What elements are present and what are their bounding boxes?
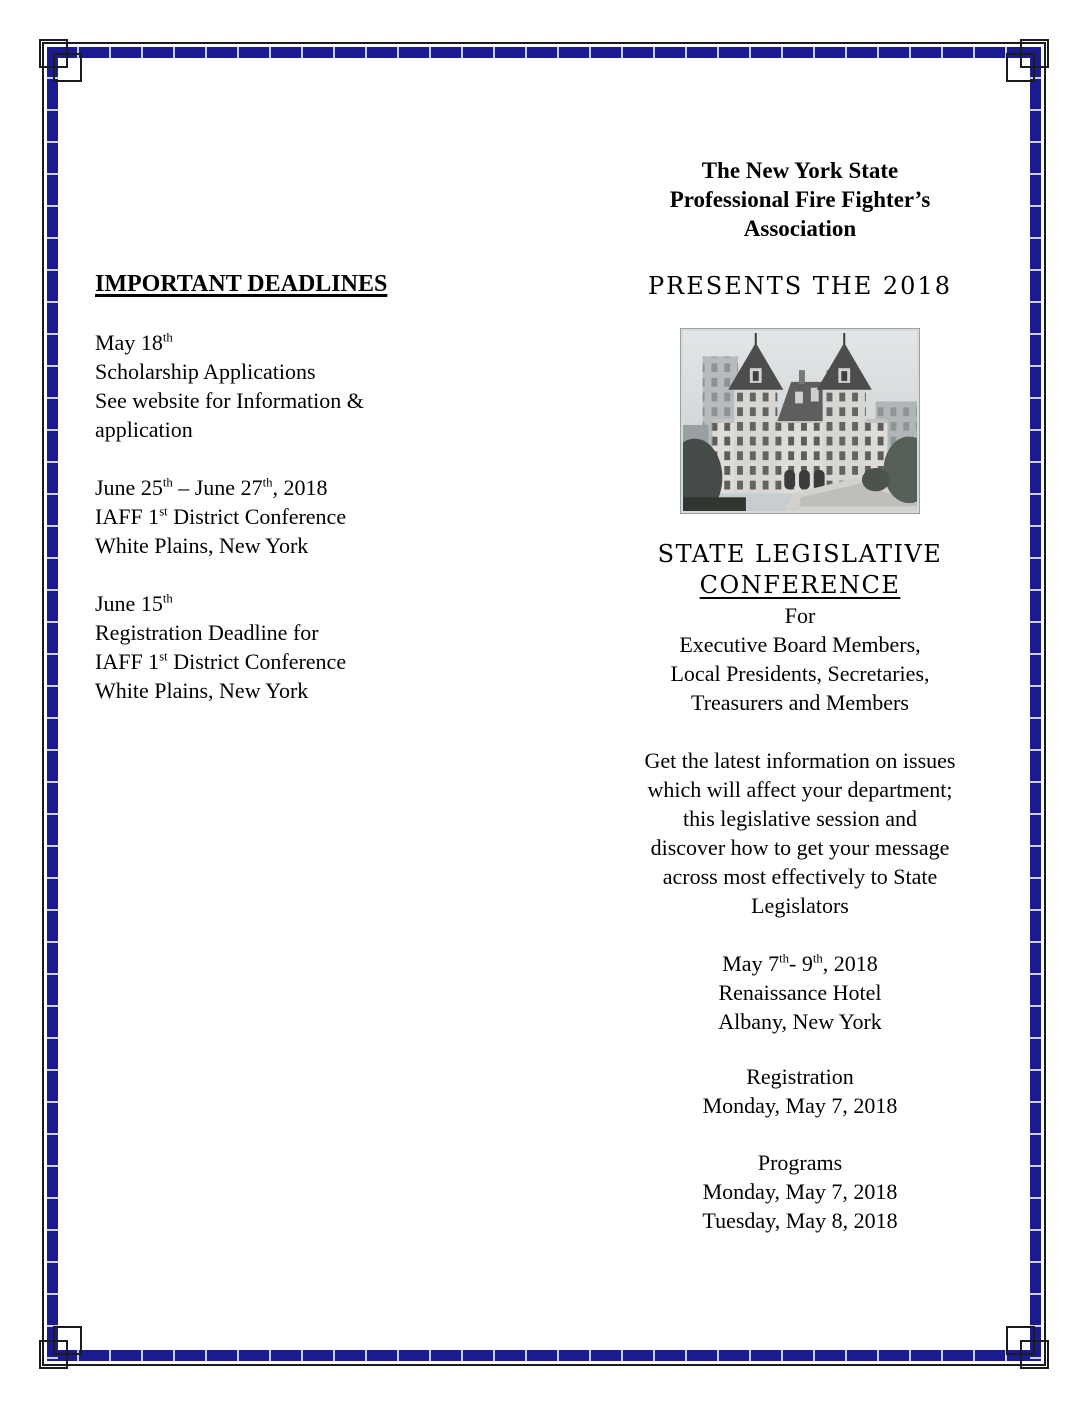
org-line: The New York State	[701, 158, 899, 183]
pitch-line: Legislators	[751, 893, 849, 918]
deadline-line: White Plains, New York	[95, 533, 309, 558]
deadline-item	[95, 589, 541, 705]
audience-line: Executive Board Members,	[679, 632, 921, 657]
programs-block	[556, 1148, 1044, 1235]
audience-line: Local Presidents, Secretaries,	[670, 661, 930, 686]
programs-date: Monday, May 7, 2018	[702, 1179, 898, 1204]
for-label: For	[784, 603, 816, 628]
conference-title-line2: CONFERENCE	[699, 571, 901, 599]
event-when-where	[556, 949, 1044, 1036]
deadline-line: IAFF 1st District Conference	[95, 649, 347, 674]
pitch-line: discover how to get your message	[650, 835, 950, 860]
capitol-photo	[681, 329, 919, 513]
corner-square-icon	[1006, 1326, 1035, 1355]
deadline-line: application	[95, 417, 193, 442]
pitch-line: which will affect your department;	[647, 777, 953, 802]
programs-title: Programs	[757, 1150, 843, 1175]
deadline-line: Registration Deadline for	[95, 620, 319, 645]
deadline-date: May 18th	[95, 330, 173, 355]
conference-title-line1: STATE LEGISLATIVE	[657, 540, 943, 568]
programs-date: Tuesday, May 8, 2018	[702, 1208, 898, 1233]
audience-block	[556, 601, 1044, 717]
audience-line: Treasurers and Members	[691, 690, 909, 715]
deadlines-title: IMPORTANT DEADLINES	[95, 271, 388, 297]
deadline-date: June 15th	[95, 591, 173, 616]
corner-square-icon	[53, 1326, 82, 1355]
border-band-left	[47, 47, 58, 1361]
deadline-line: Scholarship Applications	[95, 359, 316, 384]
deadline-item	[95, 473, 541, 560]
deadline-item	[95, 328, 541, 444]
deadline-line: White Plains, New York	[95, 678, 309, 703]
registration-date: Monday, May 7, 2018	[702, 1093, 898, 1118]
pitch-line: this legislative session and	[682, 806, 918, 831]
event-dates: May 7th- 9th, 2018	[722, 951, 878, 976]
organization-heading	[556, 156, 1044, 243]
border-band-top	[47, 47, 1041, 58]
pitch-paragraph	[556, 746, 1044, 920]
corner-square-icon	[1006, 53, 1035, 82]
pitch-line: Get the latest information on issues	[644, 748, 956, 773]
deadlines-column	[95, 270, 541, 705]
capitol-building-illustration	[683, 331, 917, 511]
presents-heading: PRESENTS THE 2018	[648, 272, 952, 300]
event-venue: Renaissance Hotel	[718, 980, 882, 1005]
conference-title	[556, 539, 1044, 601]
registration-title: Registration	[746, 1064, 854, 1089]
conference-column	[556, 156, 1044, 1235]
event-city: Albany, New York	[718, 1009, 882, 1034]
org-line: Professional Fire Fighter’s	[669, 187, 931, 212]
border-band-bottom	[47, 1350, 1041, 1361]
corner-square-icon	[53, 53, 82, 82]
registration-block	[556, 1062, 1044, 1120]
deadline-line: See website for Information &	[95, 388, 364, 413]
org-line: Association	[743, 216, 857, 241]
deadline-date: June 25th – June 27th, 2018	[95, 475, 328, 500]
pitch-line: across most effectively to State	[662, 864, 938, 889]
deadline-line: IAFF 1st District Conference	[95, 504, 347, 529]
